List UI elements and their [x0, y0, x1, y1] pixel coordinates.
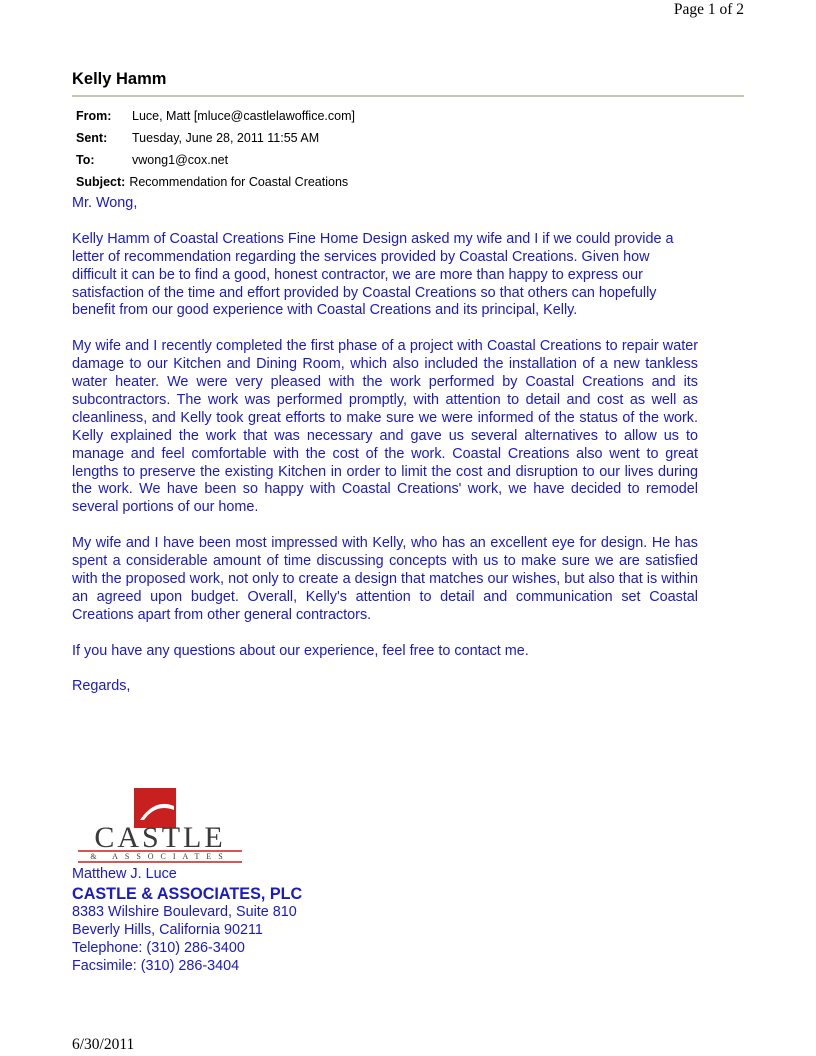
body-paragraph: My wife and I have been most impressed with Kelly, who has an excellent eye for design. He has spent a considerable amount of time discussing concepts with us to make sure we are satisfied with the proposed work, not only to create a design that matches our wishes, but also that is within an agreed upon budget. Overall, Kelly's attention to detail and communication set Coastal Creations apart from other general contractors.: [72, 535, 698, 623]
castle-associates-logo: [76, 786, 244, 866]
page-number: Page 1 of 2: [673, 1, 744, 18]
greeting: Mr. Wong,: [72, 195, 138, 211]
signer-name: Matthew J. Luce: [72, 866, 177, 882]
from-value: Luce, Matt [mluce@castlelawoffice.com]: [132, 109, 355, 123]
logo-subline: & ASSOCIATES: [90, 852, 230, 861]
logo-wordmark: CASTLE: [94, 821, 226, 854]
meta-to-row: [76, 150, 355, 172]
body-paragraph: My wife and I recently completed the first phase of a project with Coastal Creations to repair water damage to our Kitchen and Dining Room, which also included the installation of a new tankless water heater. We were very pleased with the work performed by Coastal Creations and its subcontractors. The work was performed promptly, with attention to detail and cost as well as cleanliness, and Kelly took great efforts to make sure we were informed of the status of the work. Kelly explained the work that was necessary and gave us several alternatives to allow us to manage and feel comfortable with the cost of the work. Coastal Creations also went to great lengths to preserve the existing Kitchen in order to limit the cost and disruption to our lives during the work. We have been so happy with Coastal Creations' work, we have decided to remodel several portions of our home.: [72, 338, 698, 516]
sender-name-header: Kelly Hamm: [72, 70, 167, 88]
email-meta: [76, 106, 355, 194]
subject-label: Subject:: [76, 175, 126, 189]
sent-value: Tuesday, June 28, 2011 11:55 AM: [132, 131, 320, 145]
meta-sent-row: [76, 128, 355, 150]
address-line-1: 8383 Wilshire Boulevard, Suite 810: [72, 903, 297, 920]
closing: Regards,: [72, 678, 131, 695]
telephone: Telephone: (310) 286-3400: [72, 939, 245, 956]
to-value: vwong1@cox.net: [132, 153, 229, 167]
signature-block: [72, 866, 302, 976]
meta-subject-row: [76, 172, 355, 194]
email-body: [72, 195, 698, 714]
firm-name: CASTLE & ASSOCIATES, PLC: [72, 884, 303, 903]
subject-value: Recommendation for Coastal Creations: [129, 175, 349, 189]
body-paragraph: Kelly Hamm of Coastal Creations Fine Home Design asked my wife and I if we could provide a letter of recommendation regarding the services provided by Coastal Creations. Given how difficult it can be to find a good, honest contractor, we are more than happy to express our satisfaction of the time and effort provided by Coastal Creations so that others can hopefully benefit from our good experience with Coastal Creations and its principal, Kelly.: [72, 230, 674, 319]
body-paragraph: If you have any questions about our experience, feel free to contact me.: [72, 642, 529, 659]
from-label: From:: [76, 109, 112, 123]
to-label: To:: [76, 153, 95, 167]
date-footer: 6/30/2011: [72, 1036, 135, 1053]
facsimile: Facsimile: (310) 286-3404: [72, 957, 240, 974]
header-divider: [72, 95, 744, 97]
sent-label: Sent:: [76, 131, 108, 145]
address-line-2: Beverly Hills, California 90211: [72, 921, 263, 938]
meta-from-row: [76, 106, 355, 128]
